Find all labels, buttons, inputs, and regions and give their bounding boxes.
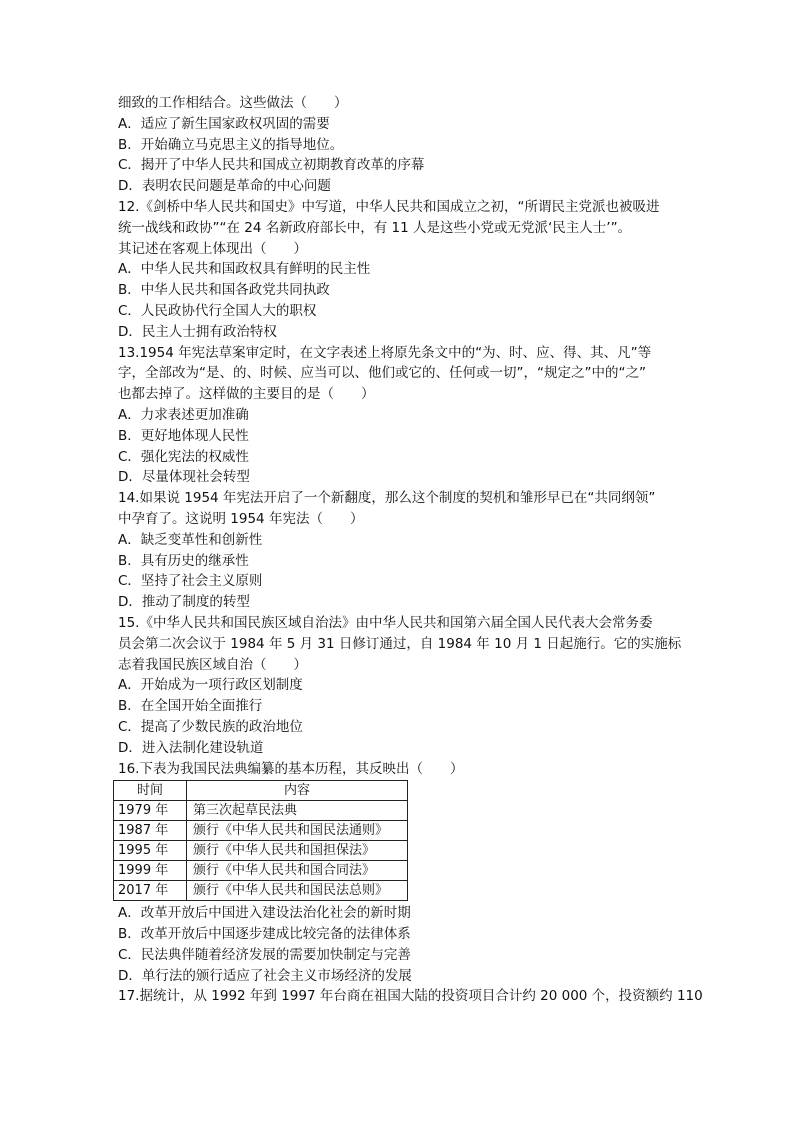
table-row	[114, 821, 408, 841]
question-14	[118, 488, 680, 613]
option-c[interactable]: C．坚持了社会主义原则	[118, 573, 263, 590]
option-d[interactable]: D．尽量体现社会转型	[118, 469, 250, 486]
question-text-line: 17.据统计，从 1992 年到 1997 年台商在祖国大陆的投资项目合计约 20 000 个，投资额约 110	[118, 988, 703, 1005]
table-cell-event: 第三次起草民法典	[187, 801, 408, 821]
option-c[interactable]: C．强化宪法的权威性	[118, 448, 249, 465]
question-text-line: 也都去掉了。这样做的主要目的是（ ）	[118, 386, 375, 403]
table-cell-year: 1979 年	[114, 801, 187, 821]
question-text-line: 细致的工作相结合。这些做法（ ）	[118, 95, 348, 111]
option-c[interactable]: C．人民政协代行全国人大的职权	[118, 302, 317, 319]
option-d[interactable]: D．推动了制度的转型	[118, 594, 250, 611]
option-d[interactable]: D．表明农民问题是革命的中心问题	[118, 178, 331, 195]
question-15	[118, 613, 680, 759]
question-text-line: 15.《中华人民共和国民族区域自治法》由中华人民共和国第六届全国人民代表大会常务委	[118, 614, 653, 631]
table-cell-event: 颁行《中华人民共和国担保法》	[187, 841, 408, 861]
question-text-line: 13.1954 年宪法草案审定时，在文字表述上将原先条文中的“为、时、应、得、其、凡”等	[118, 344, 652, 361]
option-d[interactable]: D．进入法制化建设轨道	[118, 739, 264, 756]
option-b[interactable]: B．改革开放后中国逐步建成比较完备的法律体系	[118, 926, 411, 943]
option-c[interactable]: C．民法典伴随着经济发展的需要加快制定与完善	[118, 946, 411, 963]
question-text-line: 16.下表为我国民法典编纂的基本历程，其反映出（ ）	[118, 760, 464, 777]
question-text-line: 中孕育了。这说明 1954 年宪法（ ）	[118, 510, 364, 527]
table-row	[114, 801, 408, 821]
option-b[interactable]: B．更好地体现人民性	[118, 427, 249, 444]
page-content	[118, 93, 703, 1007]
column-header-time: 时间	[114, 781, 187, 801]
table-cell-year: 2017 年	[114, 881, 187, 901]
question-17	[118, 986, 703, 1007]
option-a[interactable]: A．适应了新生国家政权巩固的需要	[118, 115, 330, 132]
option-d[interactable]: D．单行法的颁行适应了社会主义市场经济的发展	[118, 967, 412, 984]
table-row	[114, 881, 408, 901]
table-cell-year: 1995 年	[114, 841, 187, 861]
option-b[interactable]: B．中华人民共和国各政党共同执政	[118, 282, 330, 299]
option-a[interactable]: A．力求表述更加准确	[118, 406, 249, 423]
option-d[interactable]: D．民主人士拥有政治特权	[118, 323, 277, 340]
option-a[interactable]: A．缺乏变革性和创新性	[118, 531, 263, 548]
table-cell-year: 1987 年	[114, 821, 187, 841]
question-16	[118, 759, 680, 987]
table-cell-event: 颁行《中华人民共和国合同法》	[187, 861, 408, 881]
question-text-line: 志着我国民族区域自治（ ）	[118, 656, 307, 673]
option-a[interactable]: A．改革开放后中国进入建设法治化社会的新时期	[118, 905, 411, 922]
civil-code-history-table	[113, 780, 408, 901]
table-header-row	[114, 781, 408, 801]
table-cell-event: 颁行《中华人民共和国民法通则》	[187, 821, 408, 841]
question-text-line: 14.如果说 1954 年宪法开启了一个新翻度，那么这个制度的契机和雏形早已在“共同纲领”	[118, 490, 656, 507]
question-text-line: 统一战线和政协”“在 24 名新政府部长中，有 11 人是这些小党或无党派‘民主人士’”。	[118, 219, 632, 236]
table-cell-year: 1999 年	[114, 861, 187, 881]
question-12	[118, 197, 680, 343]
table-row	[114, 841, 408, 861]
question-text-line: 员会第二次会议于 1984 年 5 月 31 日修订通过，自 1984 年 10 月 1 日起施行。它的实施标	[118, 635, 682, 652]
question-13	[118, 343, 680, 489]
option-b[interactable]: B．开始确立马克思主义的指导地位。	[118, 136, 344, 153]
option-b[interactable]: B．在全国开始全面推行	[118, 698, 263, 715]
option-b[interactable]: B．具有历史的继承性	[118, 552, 249, 569]
question-text-line: 字，全部改为“是、的、时候、应当可以、他们或它的、任何或一切”，“规定之”中的“之”	[118, 365, 646, 382]
option-a[interactable]: A．中华人民共和国政权具有鲜明的民主性	[118, 261, 371, 278]
option-c[interactable]: C．提高了少数民族的政治地位	[118, 718, 303, 735]
question-text-line: 12.《剑桥中华人民共和国史》中写道，中华人民共和国成立之初，“所谓民主党派也被吸进	[118, 198, 660, 215]
table-row	[114, 861, 408, 881]
question-text-line: 其记述在客观上体现出（ ）	[118, 240, 307, 257]
column-header-content: 内容	[187, 781, 408, 801]
question-11-tail	[118, 93, 680, 197]
table-cell-event: 颁行《中华人民共和国民法总则》	[187, 881, 408, 901]
option-a[interactable]: A．开始成为一项行政区划制度	[118, 677, 303, 694]
option-c[interactable]: C．揭开了中华人民共和国成立初期教育改革的序幕	[118, 157, 425, 174]
